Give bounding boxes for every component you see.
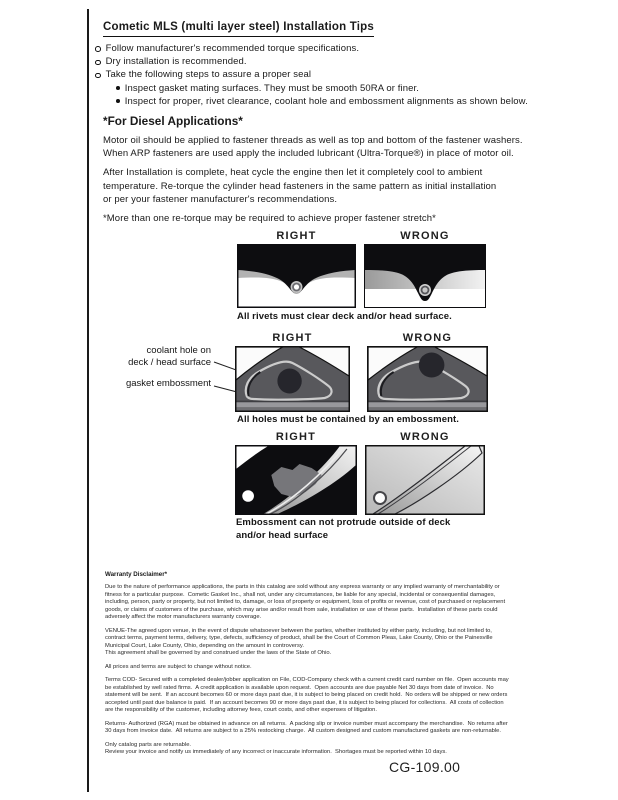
embossment-protrusion-wrong-diagram bbox=[365, 445, 485, 515]
disclaimer-paragraph: Only catalog parts are returnable. Review your invoice and notify us immediately of any incorrect or inaccurate information. Shortages must be reported within 10 days. bbox=[105, 741, 447, 755]
disclaimer-paragraph: All prices and terms are subject to change without notice. bbox=[105, 663, 252, 670]
embossment-protrusion-right-diagram bbox=[235, 445, 357, 515]
wrong-column-label: WRONG bbox=[400, 230, 450, 242]
coolant-hole bbox=[419, 353, 445, 378]
bolt-hole bbox=[242, 490, 254, 502]
list-item bbox=[95, 42, 565, 55]
diesel-applications-section bbox=[103, 114, 578, 231]
warranty-disclaimer-section bbox=[105, 571, 557, 763]
disclaimer-paragraph: Terms COD- Secured with a completed dealer/jobber application on File, COD-Company check with a current credit card number on file. Open accounts may be established by well rated firms. A credit application is available upon request. Open accounts are due payable Net 30 days from date of invoice. No statement will be sent. If an account becomes 60 or more days past due, it is subject to being placed on credit hold. No orders will be shipped or new orders accepted until past due balance is paid. If an account becomes 90 or more days past due, it is subject to being placed for collections. All costs of collection are the responsibility of the customer, including attorney fees, court costs, and other expenses of litigation. bbox=[105, 677, 509, 713]
gasket-embossment-label: gasket embossment bbox=[125, 378, 211, 389]
page-title: Cometic MLS (multi layer steel) Installation Tips bbox=[103, 21, 374, 37]
list-item bbox=[95, 55, 565, 68]
tip-text: Inspect for proper, rivet clearance, coolant hole and embossment alignments as shown below. bbox=[124, 95, 528, 107]
coolant-hole-label: coolant hole on deck / head surface bbox=[128, 345, 211, 368]
paragraph: After Installation is complete, heat cycle the engine then let it completely cool to ambient temperature. Re-torque the cylinder head fasteners in the same pattern as initial installation or per your fastener manufacturer's recommendations. bbox=[103, 167, 497, 205]
right-column-label: RIGHT bbox=[275, 431, 317, 443]
tip-text: Follow manufacturer's recommended torque specifications. bbox=[105, 43, 360, 54]
diagram-caption: Embossment can not protrude outside of deck and/or head surface bbox=[236, 517, 451, 541]
rivet-clearance-right-diagram bbox=[237, 244, 356, 308]
disclaimer-paragraph: Due to the nature of performance applications, the parts in this catalog are sold without any express warranty or any implied warranty of merchantability or fitness for a particular purpose. Cometic Gasket Inc., shall not, under any circumstances, be liable for any special, incidental or consequential damages, including, person, party or property, but not limited to, damage, or loss of property or equipment, loss of profits or revenue, cost of purchased or replacement goods, or claims of customers of the purchase, which may arise and/or result from sale, installation or use of these parts. Installation of these parts could adversely affect the motor manufacturers warranty coverage. bbox=[105, 584, 506, 620]
open-bullet-icon bbox=[95, 46, 101, 52]
coolant-hole-right-diagram bbox=[235, 346, 350, 412]
bolt-hole bbox=[374, 492, 386, 504]
coolant-hole-wrong-diagram bbox=[367, 346, 488, 412]
rivet-icon bbox=[291, 281, 303, 293]
rivet-clearance-wrong-diagram bbox=[364, 244, 486, 308]
list-item bbox=[95, 68, 565, 81]
coolant-hole bbox=[277, 369, 301, 394]
page-code: CG-109.00 bbox=[389, 759, 461, 775]
diagram-caption: All rivets must clear deck and/or head surface. bbox=[237, 311, 452, 322]
paragraph: *More than one re-torque may be required to achieve proper fastener stretch* bbox=[103, 213, 436, 225]
right-column-label: RIGHT bbox=[276, 230, 317, 242]
tip-text: Dry installation is recommended. bbox=[105, 56, 247, 68]
diagram-caption: All holes must be contained by an embossment. bbox=[237, 414, 459, 425]
open-bullet-icon bbox=[95, 60, 101, 66]
disclaimer-heading: Warranty Disclaimer* bbox=[105, 571, 168, 578]
right-column-label: RIGHT bbox=[272, 332, 313, 344]
filled-bullet-icon bbox=[116, 86, 120, 90]
rivet-icon bbox=[419, 284, 431, 296]
section-heading: *For Diesel Applications* bbox=[103, 114, 243, 128]
tip-text: Inspect gasket mating surfaces. They must be smooth 50RA or finer. bbox=[124, 82, 420, 94]
disclaimer-paragraph: VENUE-The agreed upon venue, in the event of dispute whatsoever between the parties, whether instituted by either party, including, but not limited to, contract terms, payment terms, delivery, type, defects, sufficiency of product, shall be the Court of Common Pleas, Lake County, Ohio or the Painesville Municipal Court, Lake County, Ohio, depending on the amount in controversy. This agreement shall be governed by and construed under the laws of the State of Ohio. bbox=[105, 627, 493, 656]
filled-bullet-icon bbox=[116, 99, 120, 103]
installation-tips-list bbox=[95, 42, 565, 108]
open-bullet-icon bbox=[95, 73, 101, 79]
wrong-column-label: WRONG bbox=[402, 332, 453, 344]
list-item bbox=[116, 95, 565, 108]
wrong-column-label: WRONG bbox=[400, 431, 450, 443]
paragraph: Motor oil should be applied to fastener threads as well as top and bottom of the fastener washers. When ARP fasteners are used apply the included lubricant (Ultra-Torque®) in place of motor oil. bbox=[103, 135, 523, 160]
list-item bbox=[116, 82, 565, 95]
tip-text: Take the following steps to assure a proper seal bbox=[105, 69, 312, 81]
page-border-line bbox=[87, 9, 89, 792]
disclaimer-paragraph: Returns- Authorized (RGA) must be obtained in advance on all returns. A packing slip or invoice number must accompany the merchandise. No returns after 30 days from invoice date. All returns are subject to a 25% restocking charge. All custom designed and custom manufactured gaskets are non-returnable. bbox=[105, 720, 508, 734]
